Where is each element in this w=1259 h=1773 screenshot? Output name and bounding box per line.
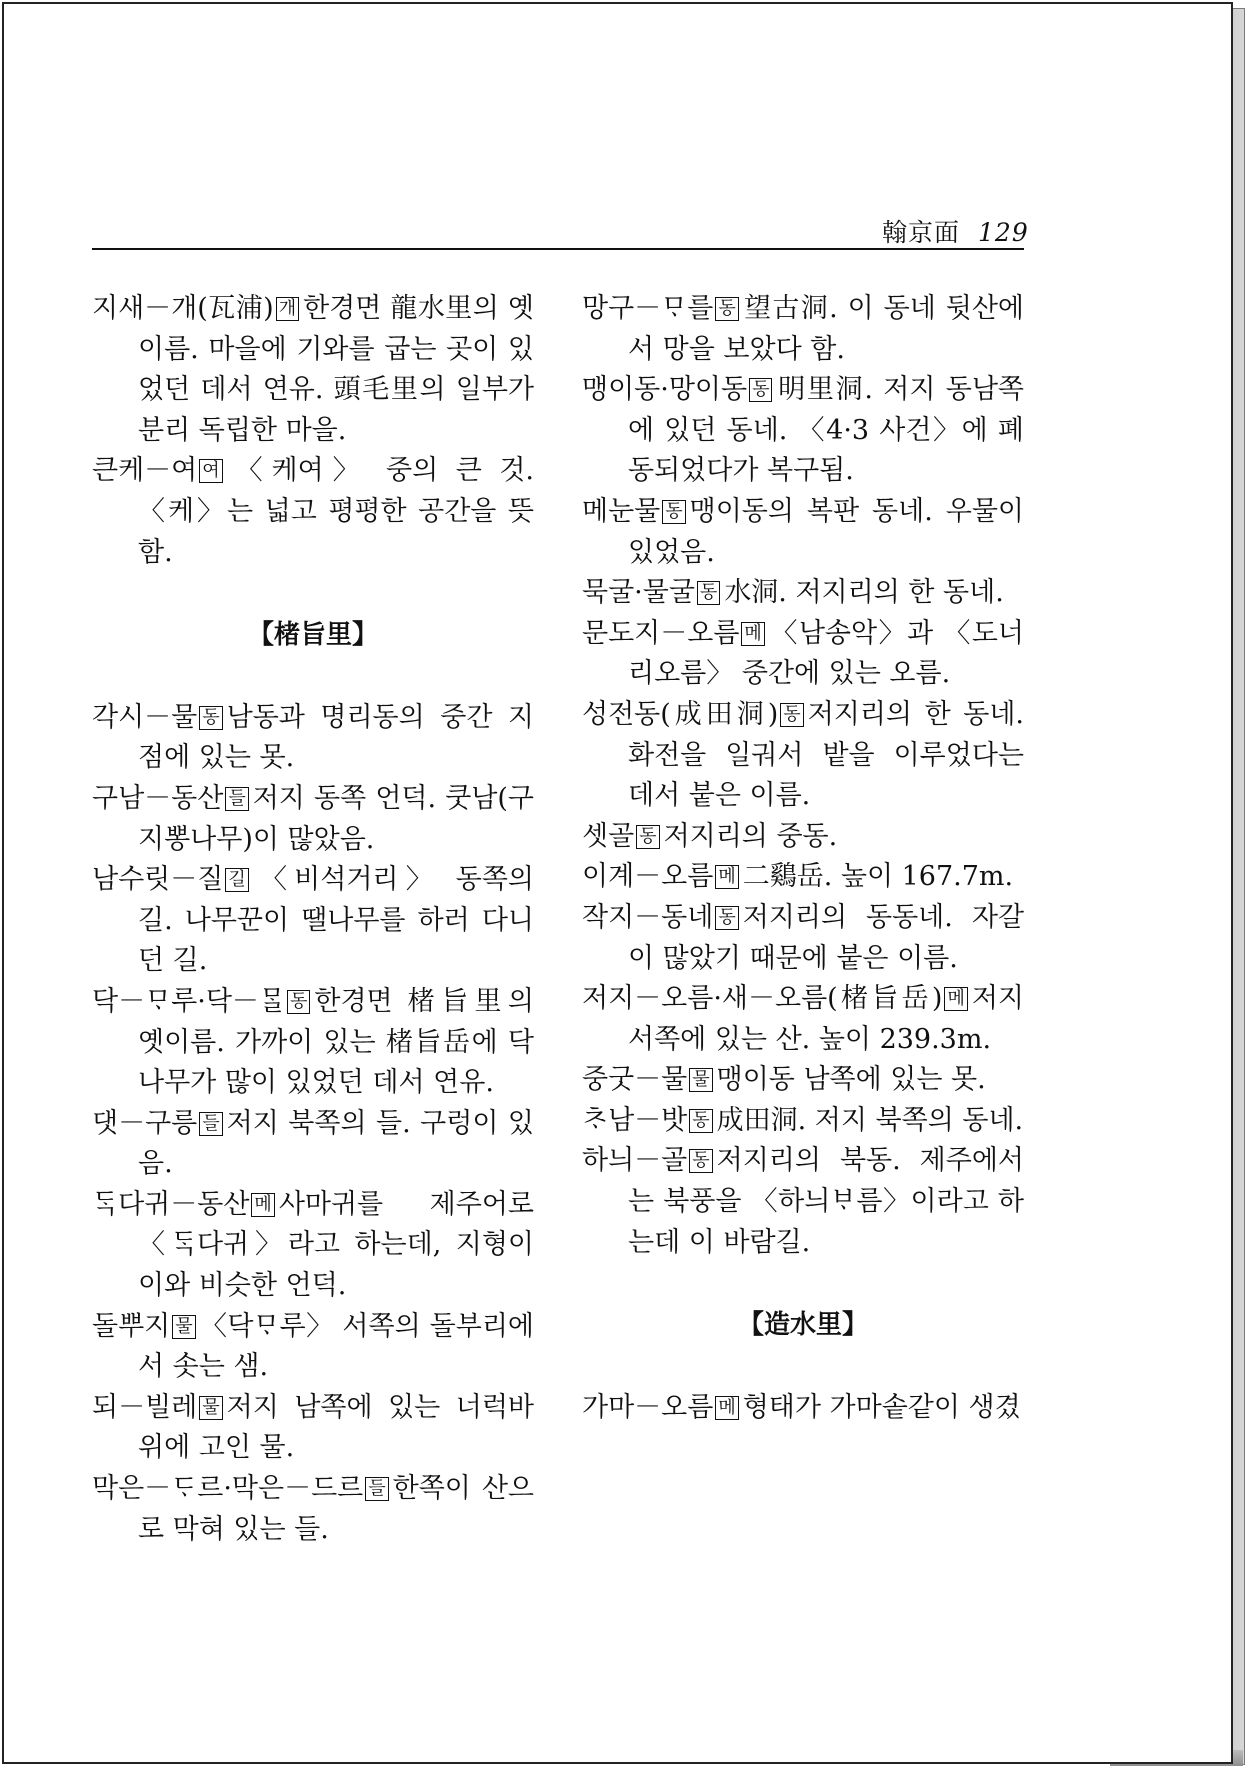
entry-headword: 문도지－오름 (582, 617, 740, 649)
entry-definition: 〈남송악〉과 〈도너리오름〉 중간에 있는 오름. (628, 617, 1024, 690)
entry-definition: 형태가 가마솥같이 생겼 (742, 1391, 1021, 1423)
dictionary-entry (92, 1388, 534, 1469)
section-title: 翰京面 (882, 218, 961, 247)
dictionary-entry (92, 1185, 534, 1307)
entry-headword: 되－빌레 (92, 1391, 198, 1423)
entry-headword: 맹이동·망이동 (582, 374, 748, 406)
category-tag: 들 (225, 787, 248, 811)
category-tag: 물 (172, 1315, 195, 1339)
dictionary-entry (92, 982, 534, 1104)
category-tag: 메 (715, 1396, 738, 1420)
dictionary-entry (92, 860, 534, 982)
section-heading: 【造水里】 (737, 1310, 868, 1341)
entry-definition: 저지리의 한 동네. 화전을 일궈서 밭을 이루었다는 데서 붙은 이름. (628, 698, 1024, 812)
entry-headword: ᄎᆞ남－밧 (582, 1104, 688, 1136)
entry-definition: 사마귀를 제주어로 〈ᄃᆞᆨ다귀〉라고 하는데, 지형이 이와 비슷한 언덕. (138, 1188, 534, 1302)
category-tag: 메 (715, 865, 738, 889)
header-rule (92, 248, 1024, 250)
dictionary-entry (92, 1307, 534, 1388)
dictionary-entry (92, 1104, 534, 1185)
entry-definition: 成田洞. 저지 북쪽의 동네. (716, 1104, 1024, 1136)
entry-headword: 묵굴·물굴 (582, 577, 695, 609)
entry-headword: 큰케－여 (92, 455, 198, 487)
running-head (882, 213, 1029, 247)
entry-definition: 저지 북쪽의 들. 구렁이 있음. (138, 1107, 534, 1180)
entry-definition: 〈비석거리〉 동쪽의 길. 나무꾼이 땔나무를 하러 다니던 길. (138, 864, 534, 977)
entry-headword: 저지－오름·새－오름(楮旨岳) (582, 983, 943, 1015)
category-tag: 동 (689, 1149, 712, 1173)
entry-definition: 望古洞. 이 동네 뒷산에서 망을 보았다 함. (628, 293, 1024, 365)
entry-definition: 저지리의 중동. (663, 820, 838, 852)
dictionary-entry (582, 573, 1024, 614)
entry-definition: 水洞. 저지리의 한 동네. (724, 577, 1004, 609)
entry-headword: 셋골 (582, 820, 635, 852)
left-column (92, 289, 534, 1550)
category-tag: 동 (780, 703, 803, 727)
entry-headword: 하늬－골 (582, 1145, 688, 1177)
dictionary-entry (582, 1101, 1024, 1142)
entry-headword: 각시－물 (92, 701, 198, 733)
dictionary-entry (582, 979, 1024, 1060)
category-tag: 동 (689, 1109, 712, 1133)
entry-definition: 맹이동의 복판 동네. 우물이 있었음. (628, 495, 1024, 568)
entry-definition: 한쪽이 산으로 막혀 있는 들. (138, 1473, 534, 1545)
entry-headword: 작지－동네 (582, 901, 714, 933)
dictionary-entry (582, 817, 1024, 858)
dictionary-entry (92, 289, 534, 451)
dictionary-entry (582, 614, 1024, 695)
dictionary-entry (92, 1469, 534, 1550)
category-tag: 동 (636, 825, 659, 849)
entry-headword: 닥－ᄆᆞ루·닥－ᄆᆞᆯ (92, 985, 285, 1017)
book-page (2, 2, 1233, 1764)
entry-definition: 저지 남쪽에 있는 너럭바위에 고인 물. (138, 1391, 534, 1464)
dictionary-entry (582, 695, 1024, 817)
category-tag: 동 (715, 297, 738, 321)
category-tag: 물 (199, 1396, 222, 1420)
category-tag: 동 (199, 706, 222, 730)
entry-definition: 저지리의 동동네. 자갈이 많았기 때문에 붙은 이름. (628, 901, 1024, 974)
entry-headword: 지새－개(瓦浦) (92, 293, 274, 324)
category-tag: 개 (276, 297, 299, 321)
entry-definition: 〈케여〉 중의 큰 것. 〈케〉는 넓고 평평한 공간을 뜻함. (138, 455, 534, 568)
page-number: 129 (978, 218, 1029, 247)
dictionary-entry (582, 1141, 1024, 1263)
category-tag: 메 (741, 622, 764, 646)
category-tag: 물 (689, 1068, 712, 1092)
category-tag: 메 (944, 987, 967, 1011)
dictionary-entry (92, 451, 534, 573)
entry-definition: 맹이동 남쪽에 있는 못. (716, 1064, 986, 1096)
entry-definition: 〈닥ᄆᆞ루〉 서쪽의 돌부리에서 솟는 샘. (138, 1310, 534, 1383)
entry-definition: 한경면 楮旨里의 옛이름. 가까이 있는 楮旨岳에 닥나무가 많이 있었던 데서 연유. (138, 985, 534, 1099)
entry-definition: 한경면 龍水里의 옛이름. 마을에 기와를 굽는 곳이 있었던 데서 연유. 頭毛里의 일부가 분리 독립한 마을. (138, 293, 534, 446)
entry-definition: 저지 동쪽 언덕. 쿳남(구지뽕나무)이 많았음. (138, 782, 534, 855)
category-tag: 동 (287, 990, 310, 1014)
dictionary-entry (582, 898, 1024, 979)
dictionary-entry (92, 779, 534, 860)
entry-definition: 二鷄岳. 높이 167.7m. (742, 861, 1014, 893)
entry-definition: 明里洞. 저지 동남쪽에 있던 동네. 〈4·3 사건〉에 폐동되었다가 복구됨. (628, 374, 1024, 487)
entry-headword: 막은－ᄃᆞ르·막은－드르 (92, 1473, 364, 1505)
entry-headword: 댓－구릉 (92, 1107, 198, 1139)
entry-headword: 이계－오름 (582, 861, 714, 893)
entry-headword: ᄃᆞᆨ다귀－동산 (92, 1188, 250, 1220)
category-tag: 동 (662, 500, 685, 524)
dictionary-entry (92, 698, 534, 779)
entry-headword: 성전동(成田洞) (582, 698, 779, 730)
entry-headword: 망구－ᄆᆞ를 (582, 293, 714, 324)
entry-headword: 메눈물 (582, 495, 661, 527)
entry-headword: 돌뿌지 (92, 1310, 171, 1342)
category-tag: 여 (199, 459, 222, 483)
entry-headword: 가마－오름 (582, 1391, 714, 1423)
category-tag: 길 (225, 868, 248, 892)
entry-definition: 남동과 명리동의 중간 지점에 있는 못. (138, 701, 534, 774)
section-heading: 【楮旨里】 (247, 620, 378, 651)
category-tag: 들 (199, 1112, 222, 1136)
category-tag: 동 (697, 581, 720, 605)
dictionary-entry (582, 492, 1024, 573)
category-tag: 메 (251, 1193, 274, 1217)
dictionary-entry (582, 857, 1024, 898)
category-tag: 들 (365, 1477, 388, 1501)
entry-headword: 남수릿－질 (92, 864, 224, 896)
entry-definition: 저지 서쪽에 있는 산. 높이 239.3m. (628, 983, 1024, 1055)
entry-headword: 중굿－물 (582, 1064, 688, 1096)
dictionary-entry (582, 370, 1024, 492)
dictionary-entry (582, 1060, 1024, 1101)
dictionary-entry (582, 1388, 1024, 1429)
category-tag: 동 (715, 906, 738, 930)
right-column (582, 289, 1024, 1428)
entry-headword: 구남－동산 (92, 782, 224, 814)
dictionary-entry (582, 289, 1024, 370)
category-tag: 동 (749, 378, 772, 402)
entry-definition: 저지리의 북동. 제주에서는 북풍을 〈하늬ᄇᆞ름〉이라고 하는데 이 바람길. (628, 1145, 1024, 1258)
